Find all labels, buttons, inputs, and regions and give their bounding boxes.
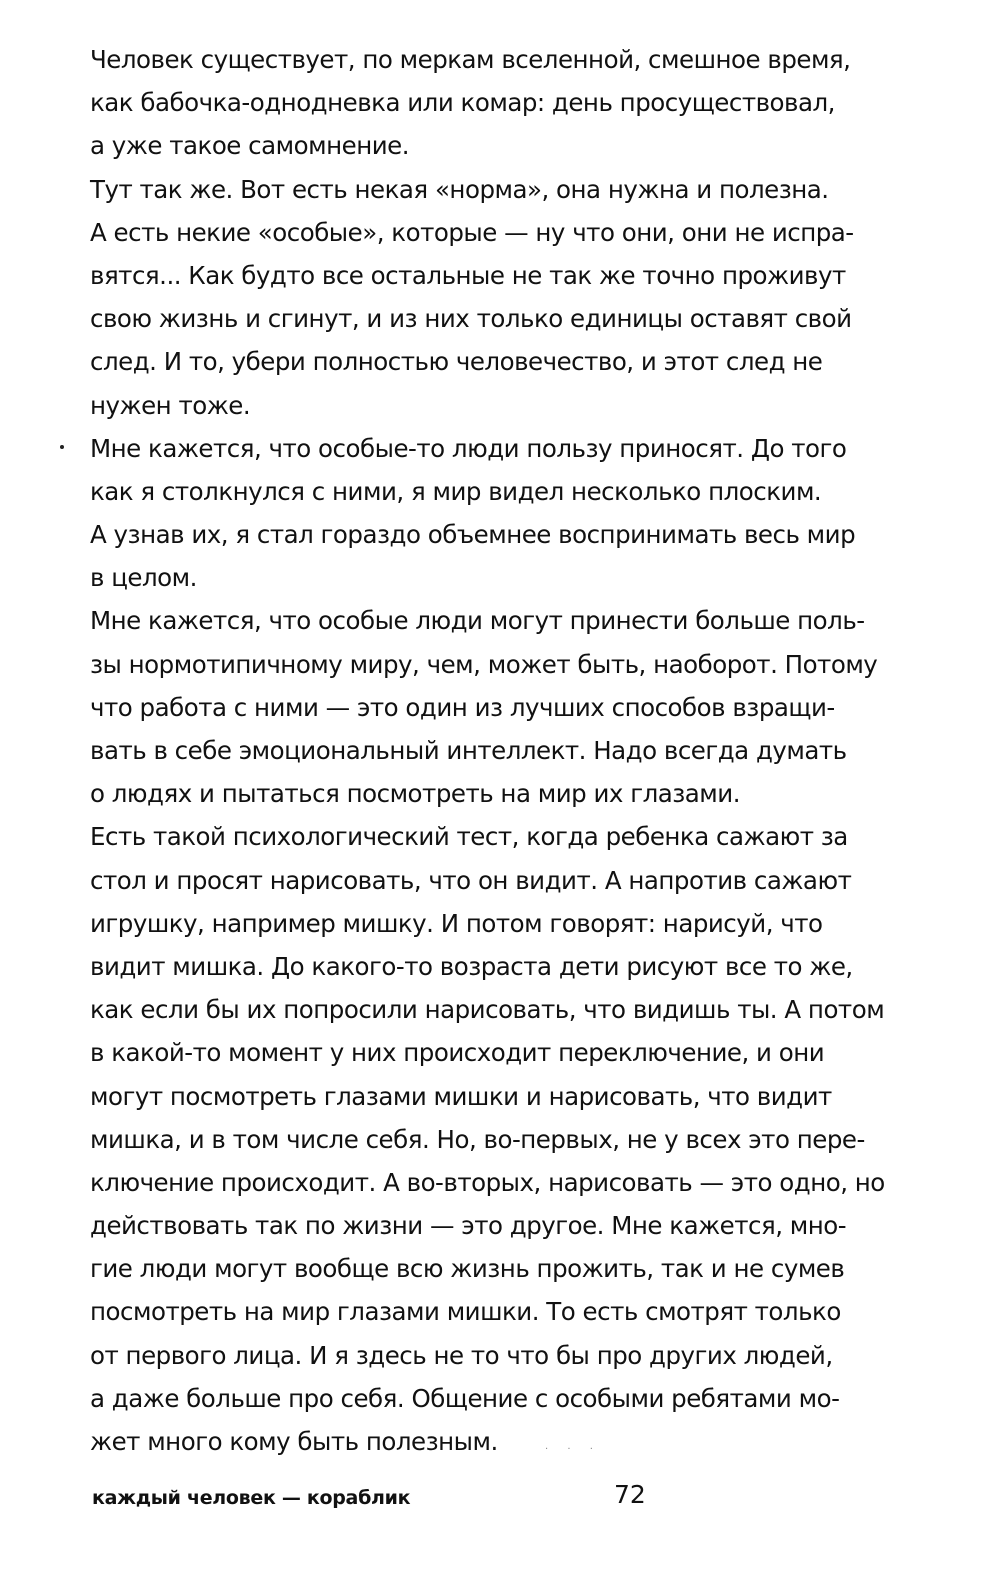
text-line: могут посмотреть глазами мишки и нарисовать, что видит (90, 1081, 832, 1111)
text-line: что работа с ними — это один из лучших способов взращи- (90, 692, 835, 722)
text-line: действовать так по жизни — это другое. Мне кажется, мно- (90, 1211, 847, 1241)
text-line: Мне кажется, что особые люди могут принести больше поль- (90, 606, 865, 636)
margin-dot (60, 445, 64, 449)
text-line: а даже больше про себя. Общение с особыми ребятами мо- (90, 1383, 840, 1413)
text-line: мишка, и в том числе себя. Но, во-первых, не у всех это пере- (90, 1124, 865, 1154)
text-line: от первого лица. И я здесь не то что бы про других людей, (90, 1340, 833, 1370)
text-line: ключение происходит. А во-вторых, нарисовать — это одно, но (90, 1167, 885, 1197)
text-line: след. И то, убери полностью человечество, и этот след не (90, 347, 823, 377)
text-line: свою жизнь и сгинут, и из них только единицы оставят свой (90, 304, 852, 334)
text-line: вятся... Как будто все остальные не так же точно проживут (90, 260, 846, 290)
text-line: видит мишка. До какого-то возраста дети рисуют все то же, (90, 951, 853, 981)
text-line: Мне кажется, что особые-то люди пользу приносят. До того (90, 433, 847, 463)
text-line: в какой-то момент у них происходит переключение, и они (90, 1038, 825, 1068)
body-text (90, 38, 930, 1463)
text-line: Человек существует, по меркам вселенной, смешное время, (90, 45, 851, 74)
page-number: 72 (614, 1480, 646, 1509)
print-specks: · · · (545, 1444, 601, 1455)
text-line: жет много кому быть полезным. (90, 1427, 498, 1456)
text-line: о людях и пытаться посмотреть на мир их глазами. (90, 779, 740, 809)
running-footer-title: каждый человек — кораблик (92, 1487, 411, 1509)
text-line: стол и просят нарисовать, что он видит. А напротив сажают (90, 865, 852, 895)
text-line: нужен тоже. (90, 390, 251, 420)
text-line: гие люди могут вообще всю жизнь прожить, так и не сумев (90, 1254, 845, 1284)
text-line: Есть такой психологический тест, когда ребенка сажают за (90, 822, 848, 852)
text-line: в целом. (90, 563, 197, 593)
text-line: как я столкнулся с ними, я мир видел несколько плоским. (90, 476, 822, 506)
text-line: как бабочка-однодневка или комар: день просуществовал, (90, 88, 835, 118)
text-line: как если бы их попросили нарисовать, что видишь ты. А потом (90, 995, 885, 1025)
text-line: а уже такое самомнение. (90, 131, 409, 161)
text-line: вать в себе эмоциональный интеллект. Надо всегда думать (90, 736, 847, 765)
text-line: игрушку, например мишку. И потом говорят: нарисуй, что (90, 908, 823, 938)
text-line: зы нормотипичному миру, чем, может быть, наоборот. Потому (90, 649, 878, 679)
text-line: посмотреть на мир глазами мишки. То есть смотрят только (90, 1297, 841, 1327)
text-line: А узнав их, я стал гораздо объемнее воспринимать весь мир (90, 520, 856, 550)
text-line: А есть некие «особые», которые — ну что они, они не испра- (90, 217, 854, 247)
text-line: Тут так же. Вот есть некая «норма», она нужна и полезна. (90, 174, 829, 204)
